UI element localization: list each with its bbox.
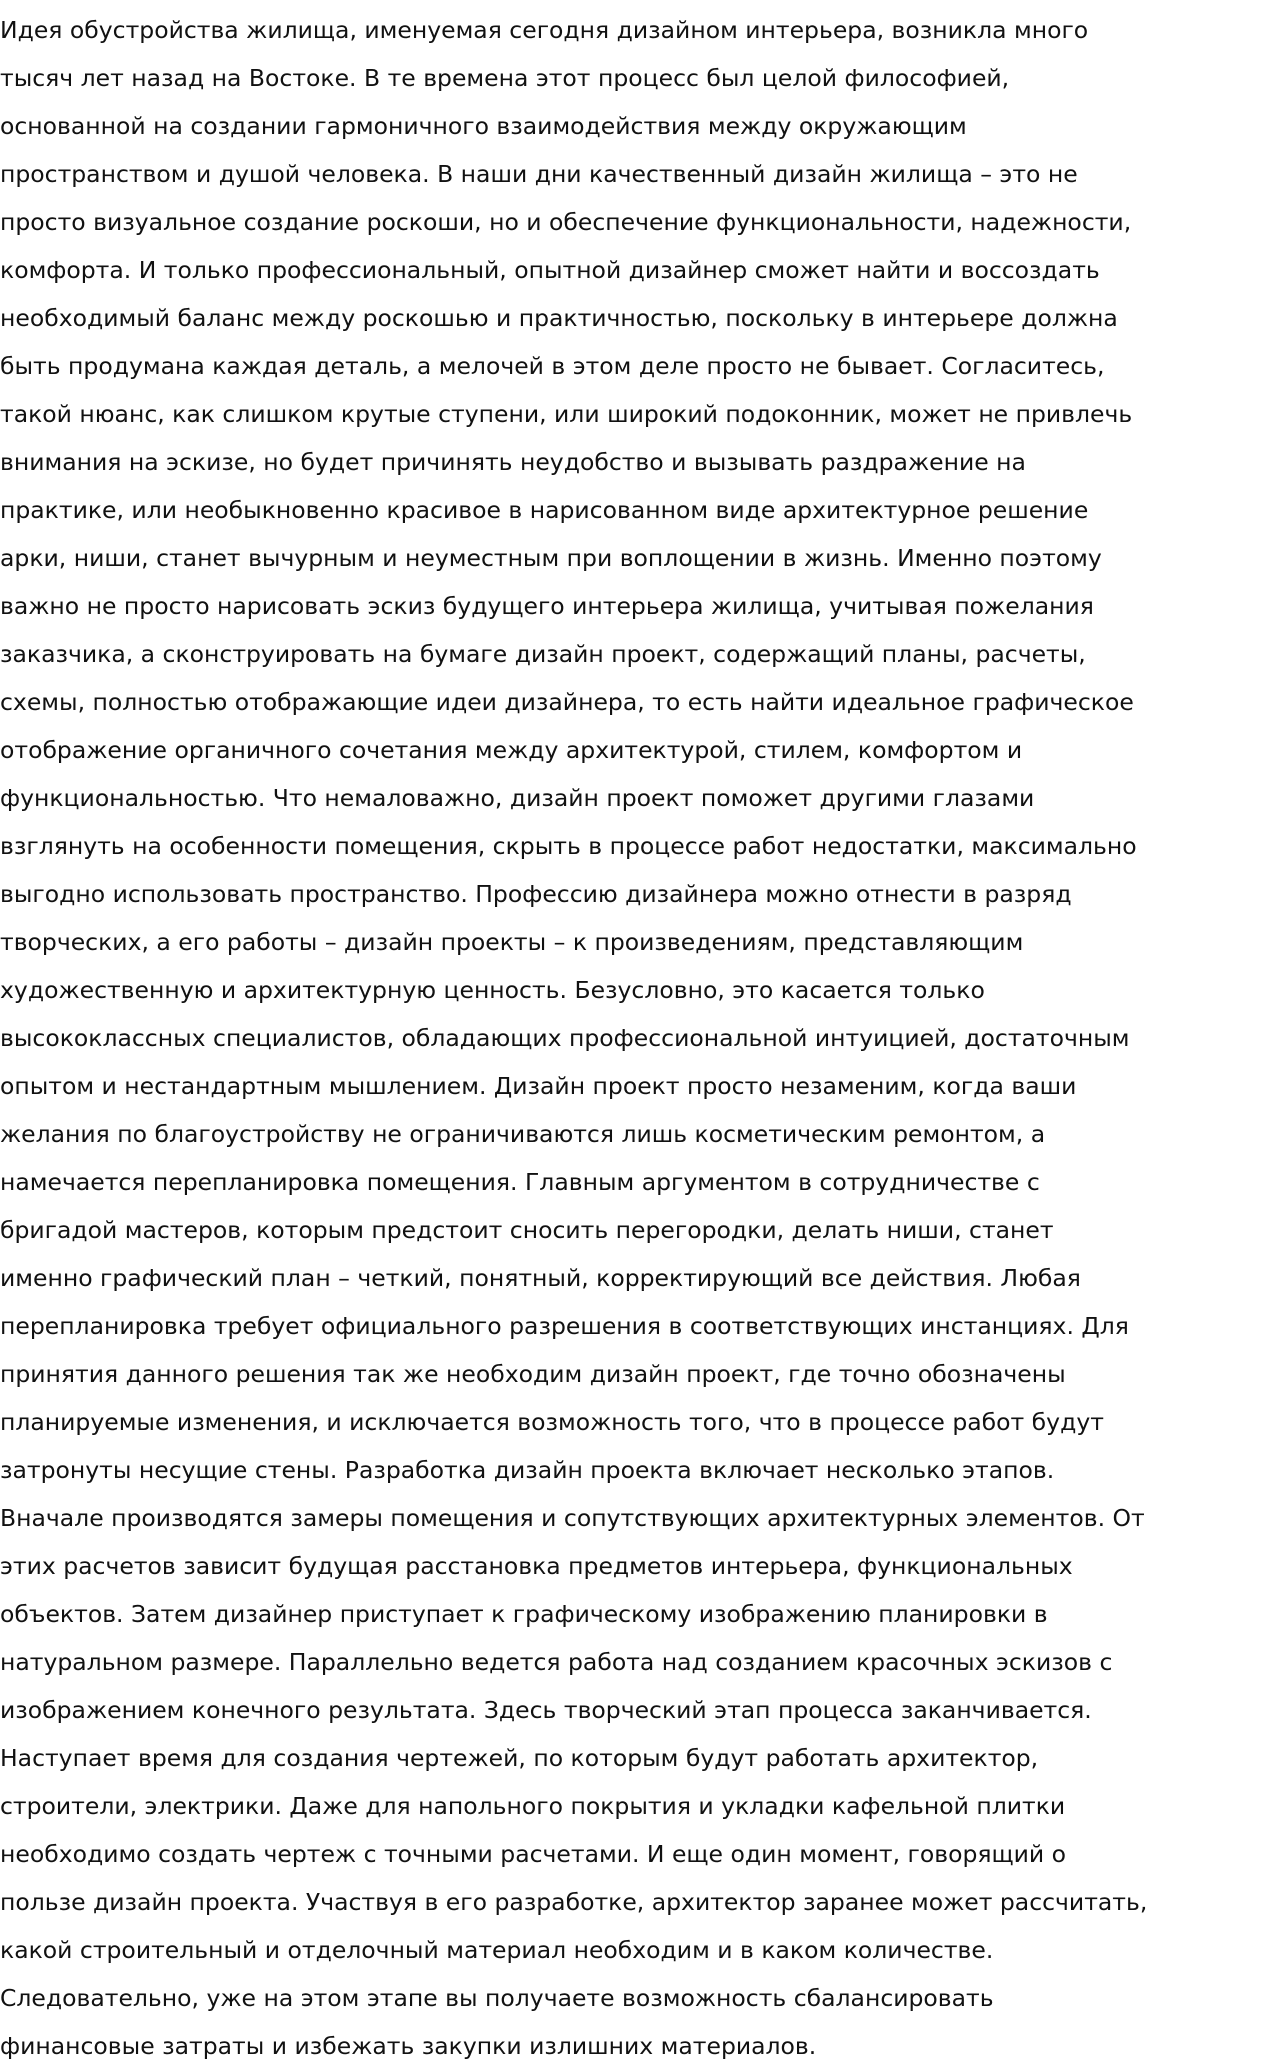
text-line: принятия данного решения так же необходим дизайн проект, где точно обозначены <box>0 1360 1066 1388</box>
text-line: финансовые затраты и избежать закупки излишних материалов. <box>0 2032 817 2060</box>
text-line: строители, электрики. Даже для напольного покрытия и укладки кафельной плитки <box>0 1792 1066 1820</box>
text-line: просто визуальное создание роскоши, но и обеспечение функциональности, надежности, <box>0 208 1132 236</box>
text-line: выгодно использовать пространство. Профессию дизайнера можно отнести в разряд <box>0 880 1072 908</box>
text-line: Вначале производятся замеры помещения и сопутствующих архитектурных элементов. От <box>0 1504 1145 1532</box>
text-line: бригадой мастеров, которым предстоит сносить перегородки, делать ниши, станет <box>0 1216 1054 1244</box>
text-line: именно графический план – четкий, понятный, корректирующий все действия. Любая <box>0 1264 1081 1292</box>
text-line: тысяч лет назад на Востоке. В те времена этот процесс был целой философией, <box>0 64 1010 92</box>
text-line: изображением конечного результата. Здесь творческий этап процесса заканчивается. <box>0 1696 1092 1724</box>
text-line: важно не просто нарисовать эскиз будущего интерьера жилища, учитывая пожелания <box>0 592 1094 620</box>
text-line: основанной на создании гармоничного взаимодействия между окружающим <box>0 112 967 140</box>
text-line: творческих, а его работы – дизайн проекты – к произведениям, представляющим <box>0 928 1024 956</box>
text-line: Идея обустройства жилища, именуемая сегодня дизайном интерьера, возникла много <box>0 16 1089 44</box>
text-line: объектов. Затем дизайнер приступает к графическому изображению планировки в <box>0 1600 1048 1628</box>
text-line: какой строительный и отделочный материал необходим и в каком количестве. <box>0 1936 994 1964</box>
text-line: желания по благоустройству не ограничиваются лишь косметическим ремонтом, а <box>0 1120 1046 1148</box>
text-line: быть продумана каждая деталь, а мелочей в этом деле просто не бывает. Согласитесь, <box>0 352 1105 380</box>
text-line: такой нюанс, как слишком крутые ступени, или широкий подоконник, может не привлечь <box>0 400 1133 428</box>
text-line: необходимый баланс между роскошью и практичностью, поскольку в интерьере должна <box>0 304 1118 332</box>
text-line: практике, или необыкновенно красивое в нарисованном виде архитектурное решение <box>0 496 1089 524</box>
text-line: перепланировка требует официального разрешения в соответствующих инстанциях. Для <box>0 1312 1129 1340</box>
text-line: пользе дизайн проекта. Участвуя в его разработке, архитектор заранее может рассчитать, <box>0 1888 1148 1916</box>
text-line: этих расчетов зависит будущая расстановка предметов интерьера, функциональных <box>0 1552 1073 1580</box>
text-line: затронуты несущие стены. Разработка дизайн проекта включает несколько этапов. <box>0 1456 1055 1484</box>
text-line: натуральном размере. Параллельно ведется работа над созданием красочных эскизов с <box>0 1648 1113 1676</box>
text-line: художественную и архитектурную ценность. Безусловно, это касается только <box>0 976 985 1004</box>
text-line: Следовательно, уже на этом этапе вы получаете возможность сбалансировать <box>0 1984 994 2012</box>
text-line: заказчика, а сконструировать на бумаге дизайн проект, содержащий планы, расчеты, <box>0 640 1086 668</box>
text-line: намечается перепланировка помещения. Главным аргументом в сотрудничестве с <box>0 1168 1040 1196</box>
text-line: пространством и душой человека. В наши дни качественный дизайн жилища – это не <box>0 160 1078 188</box>
text-line: взглянуть на особенности помещения, скрыть в процессе работ недостатки, максимально <box>0 832 1137 860</box>
text-line: высококлассных специалистов, обладающих профессиональной интуицией, достаточным <box>0 1024 1130 1052</box>
text-line: необходимо создать чертеж с точными расчетами. И еще один момент, говорящий о <box>0 1840 1067 1868</box>
text-line: отображение органичного сочетания между архитектурой, стилем, комфортом и <box>0 736 1023 764</box>
text-line: Наступает время для создания чертежей, по которым будут работать архитектор, <box>0 1744 1039 1772</box>
text-line: функциональностью. Что немаловажно, дизайн проект поможет другими глазами <box>0 784 1035 812</box>
text-line: схемы, полностью отображающие идеи дизайнера, то есть найти идеальное графическое <box>0 688 1134 716</box>
text-line: внимания на эскизе, но будет причинять неудобство и вызывать раздражение на <box>0 448 1026 476</box>
article-body <box>0 6 1270 2070</box>
text-line: планируемые изменения, и исключается возможность того, что в процессе работ будут <box>0 1408 1104 1436</box>
text-line: опытом и нестандартным мышлением. Дизайн проект просто незаменим, когда ваши <box>0 1072 1077 1100</box>
text-line: арки, ниши, станет вычурным и неуместным при воплощении в жизнь. Именно поэтому <box>0 544 1102 572</box>
text-line: комфорта. И только профессиональный, опытной дизайнер сможет найти и воссоздать <box>0 256 1100 284</box>
